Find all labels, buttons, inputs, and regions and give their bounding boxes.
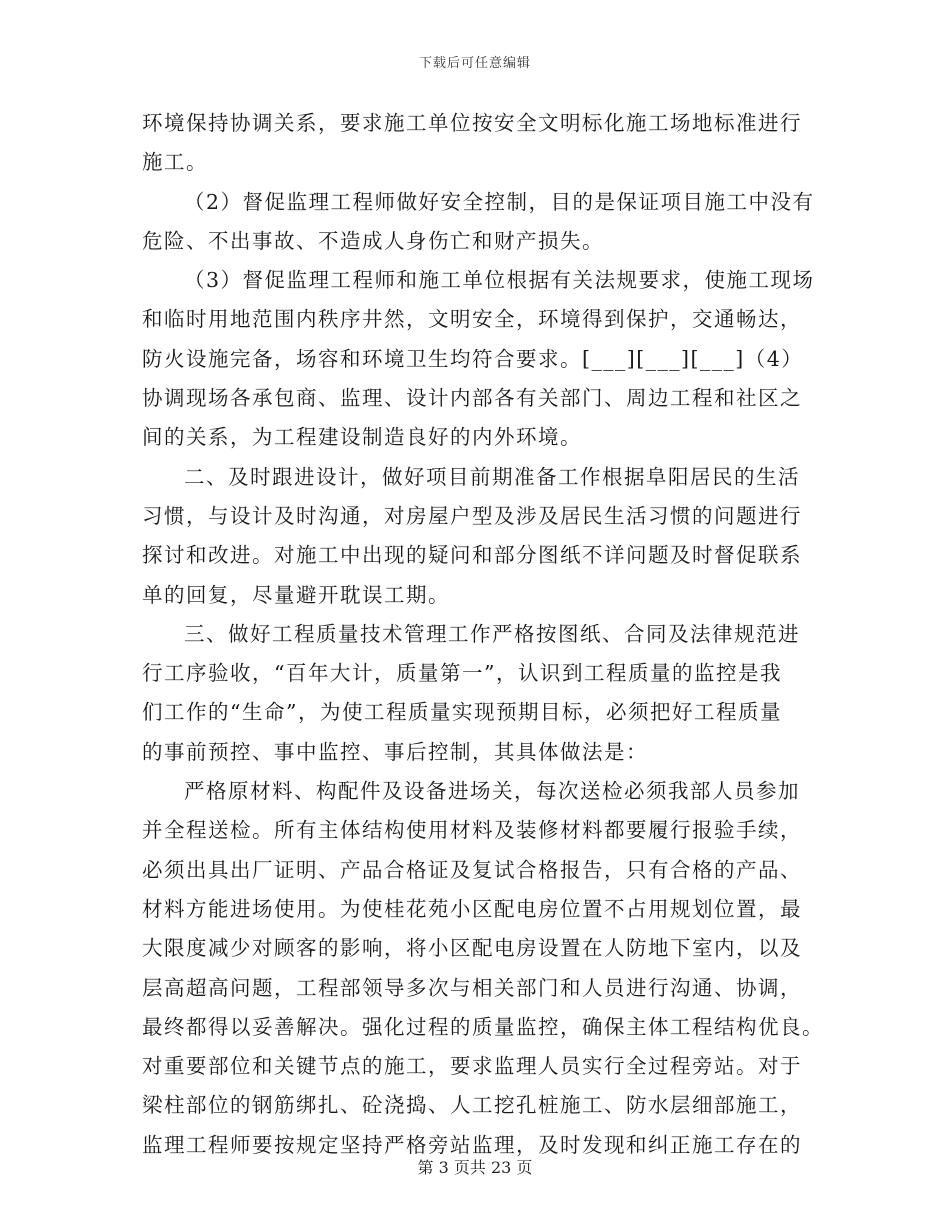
text-line: 防火设施完备，场容和环境卫生均符合要求。[___][___][___]（4） <box>142 346 804 371</box>
text-line: （3）督促监理工程师和施工单位根据有关法规要求，使施工现场 <box>184 268 815 293</box>
text-line: 并全程送检。所有主体结构使用材料及装修材料都要履行报验手续， <box>142 818 802 843</box>
text-line: 严格原材料、构配件及设备进场关，每次送检必须我部人员参加 <box>184 779 800 804</box>
text-line: 们工作的“生命”，为使工程质量实现预期目标，必须把好工程质量 <box>142 700 782 725</box>
text-line: 行工序验收，“百年大计，质量第一”，认识到工程质量的监控是我 <box>142 661 782 686</box>
text-line: 的事前预控、事中监控、事后控制，其具体做法是： <box>142 739 648 764</box>
text-line: 最终都得以妥善解决。强化过程的质量监控，确保主体工程结构优良。 <box>142 1014 824 1039</box>
page-header: 下载后可任意编辑 <box>418 56 531 71</box>
body-text <box>142 104 824 1165</box>
text-line: 间的关系，为工程建设制造良好的内外环境。 <box>142 425 582 450</box>
text-line: 必须出具出厂证明、产品合格证及复试合格报告，只有合格的产品、 <box>142 857 802 882</box>
text-line: 三、做好工程质量技术管理工作严格按图纸、合同及法律规范进 <box>184 621 800 646</box>
text-line: 协调现场各承包商、监理、设计内部各有关部门、周边工程和社区之 <box>142 386 802 411</box>
text-line: 单的回复，尽量避开耽误工期。 <box>142 582 450 607</box>
text-line: 习惯，与设计及时沟通，对房屋户型及涉及居民生活习惯的问题进行 <box>142 503 802 528</box>
text-line: 和临时用地范围内秩序井然，文明安全，环境得到保护，交通畅达， <box>142 307 802 332</box>
text-line: 大限度减少对顾客的影响，将小区配电房设置在人防地下室内，以及 <box>142 936 802 961</box>
page-footer: 第 3 页共 23 页 <box>417 1158 533 1177</box>
text-line: 梁柱部位的钢筋绑扎、砼浇捣、人工挖孔桩施工、防水层细部施工， <box>142 1093 802 1118</box>
text-line: 二、及时跟进设计，做好项目前期准备工作根据阜阳居民的生活 <box>184 464 800 489</box>
text-line: （2）督促监理工程师做好安全控制，目的是保证项目施工中没有 <box>184 189 815 214</box>
text-line: 探讨和改进。对施工中出现的疑问和部分图纸不详问题及时督促联系 <box>142 543 802 568</box>
text-line: 监理工程师要按规定坚持严格旁站监理，及时发现和纠正施工存在的 <box>142 1132 802 1157</box>
text-line: 环境保持协调关系，要求施工单位按安全文明标化施工场地标准进行 <box>142 111 802 135</box>
text-line: 材料方能进场使用。为使桂花苑小区配电房位置不占用规划位置，最 <box>142 896 802 921</box>
text-line: 层高超高问题，工程部领导多次与相关部门和人员进行沟通、协调， <box>142 975 802 1000</box>
text-line: 对重要部位和关键节点的施工，要求监理人员实行全过程旁站。对于 <box>142 1054 802 1079</box>
text-line: 施工。 <box>142 150 208 175</box>
text-line: 危险、不出事故、不造成人身伤亡和财产损失。 <box>142 228 604 253</box>
